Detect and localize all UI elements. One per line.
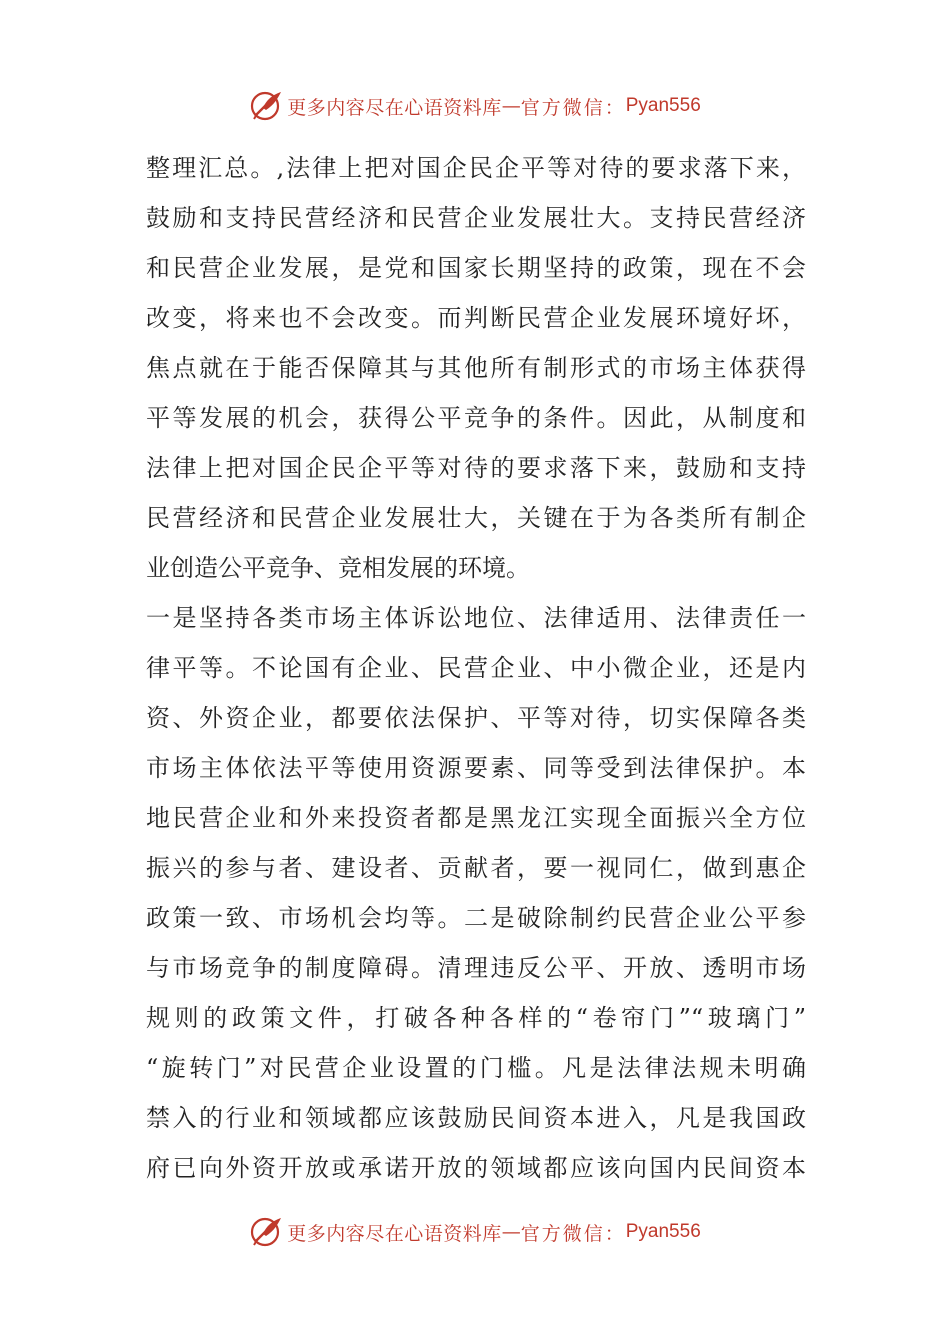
text-line: “旋转门”对民营企业设置的门槛。凡是法律法规未明确 — [146, 1054, 806, 1082]
text-line: 和民营企业发展，是党和国家长期坚持的政策，现在不会 — [146, 254, 806, 282]
text-line: 地民营企业和外来投资者都是黑龙江实现全面振兴全方位 — [146, 804, 806, 832]
text-line: 资、外资企业，都要依法保护、平等对待，切实保障各类 — [146, 704, 806, 732]
text-line: 禁入的行业和领域都应该鼓励民间资本进入，凡是我国政 — [146, 1104, 806, 1132]
quill-pen-logo-icon — [249, 1215, 283, 1249]
text-line: 政策一致、市场机会均等。二是破除制约民营企业公平参 — [146, 904, 806, 932]
text-line: 规则的政策文件，打破各种各样的“卷帘门”“玻璃门” — [146, 1004, 806, 1032]
footer-wechat-label: 官方微信： — [520, 1222, 626, 1245]
footer-wechat-account: Pyan556 — [625, 1221, 701, 1242]
footer-watermark-banner — [0, 1212, 950, 1252]
text-line: 府已向外资开放或承诺开放的领域都应该向国内民间资本 — [146, 1154, 806, 1182]
text-line: 整理汇总。,法律上把对国企民企平等对待的要求落下来， — [146, 154, 806, 182]
header-separator: — — [501, 95, 521, 117]
text-line: 一是坚持各类市场主体诉讼地位、法律适用、法律责任一 — [146, 604, 806, 632]
header-watermark-banner — [0, 86, 950, 126]
text-line: 与市场竞争的制度障碍。清理违反公平、开放、透明市场 — [146, 954, 806, 982]
text-line: 民营经济和民营企业发展壮大，关键在于为各类所有制企 — [146, 504, 806, 532]
text-line: 律平等。不论国有企业、民营企业、中小微企业，还是内 — [146, 654, 806, 682]
footer-brand-text: 更多内容尽在心语资料库 — [287, 1222, 502, 1245]
text-line: 改变，将来也不会改变。而判断民营企业发展环境好坏， — [146, 304, 806, 332]
header-wechat-label: 官方微信： — [520, 96, 626, 119]
text-line: 业创造公平竞争、竞相发展的环境。 — [146, 554, 530, 582]
quill-pen-logo-icon — [249, 89, 283, 123]
header-wechat-account: Pyan556 — [625, 95, 701, 116]
text-line: 振兴的参与者、建设者、贡献者，要一视同仁，做到惠企 — [146, 854, 806, 882]
text-line: 平等发展的机会，获得公平竞争的条件。因此，从制度和 — [146, 404, 806, 432]
text-line: 法律上把对国企民企平等对待的要求落下来，鼓励和支持 — [146, 454, 806, 482]
footer-separator: — — [501, 1221, 521, 1243]
text-line: 焦点就在于能否保障其与其他所有制形式的市场主体获得 — [146, 354, 806, 382]
header-brand-text: 更多内容尽在心语资料库 — [287, 96, 502, 119]
text-line: 市场主体依法平等使用资源要素、同等受到法律保护。本 — [146, 754, 806, 782]
document-body — [146, 143, 806, 1193]
text-line: 鼓励和支持民营经济和民营企业发展壮大。支持民营经济 — [146, 204, 806, 232]
